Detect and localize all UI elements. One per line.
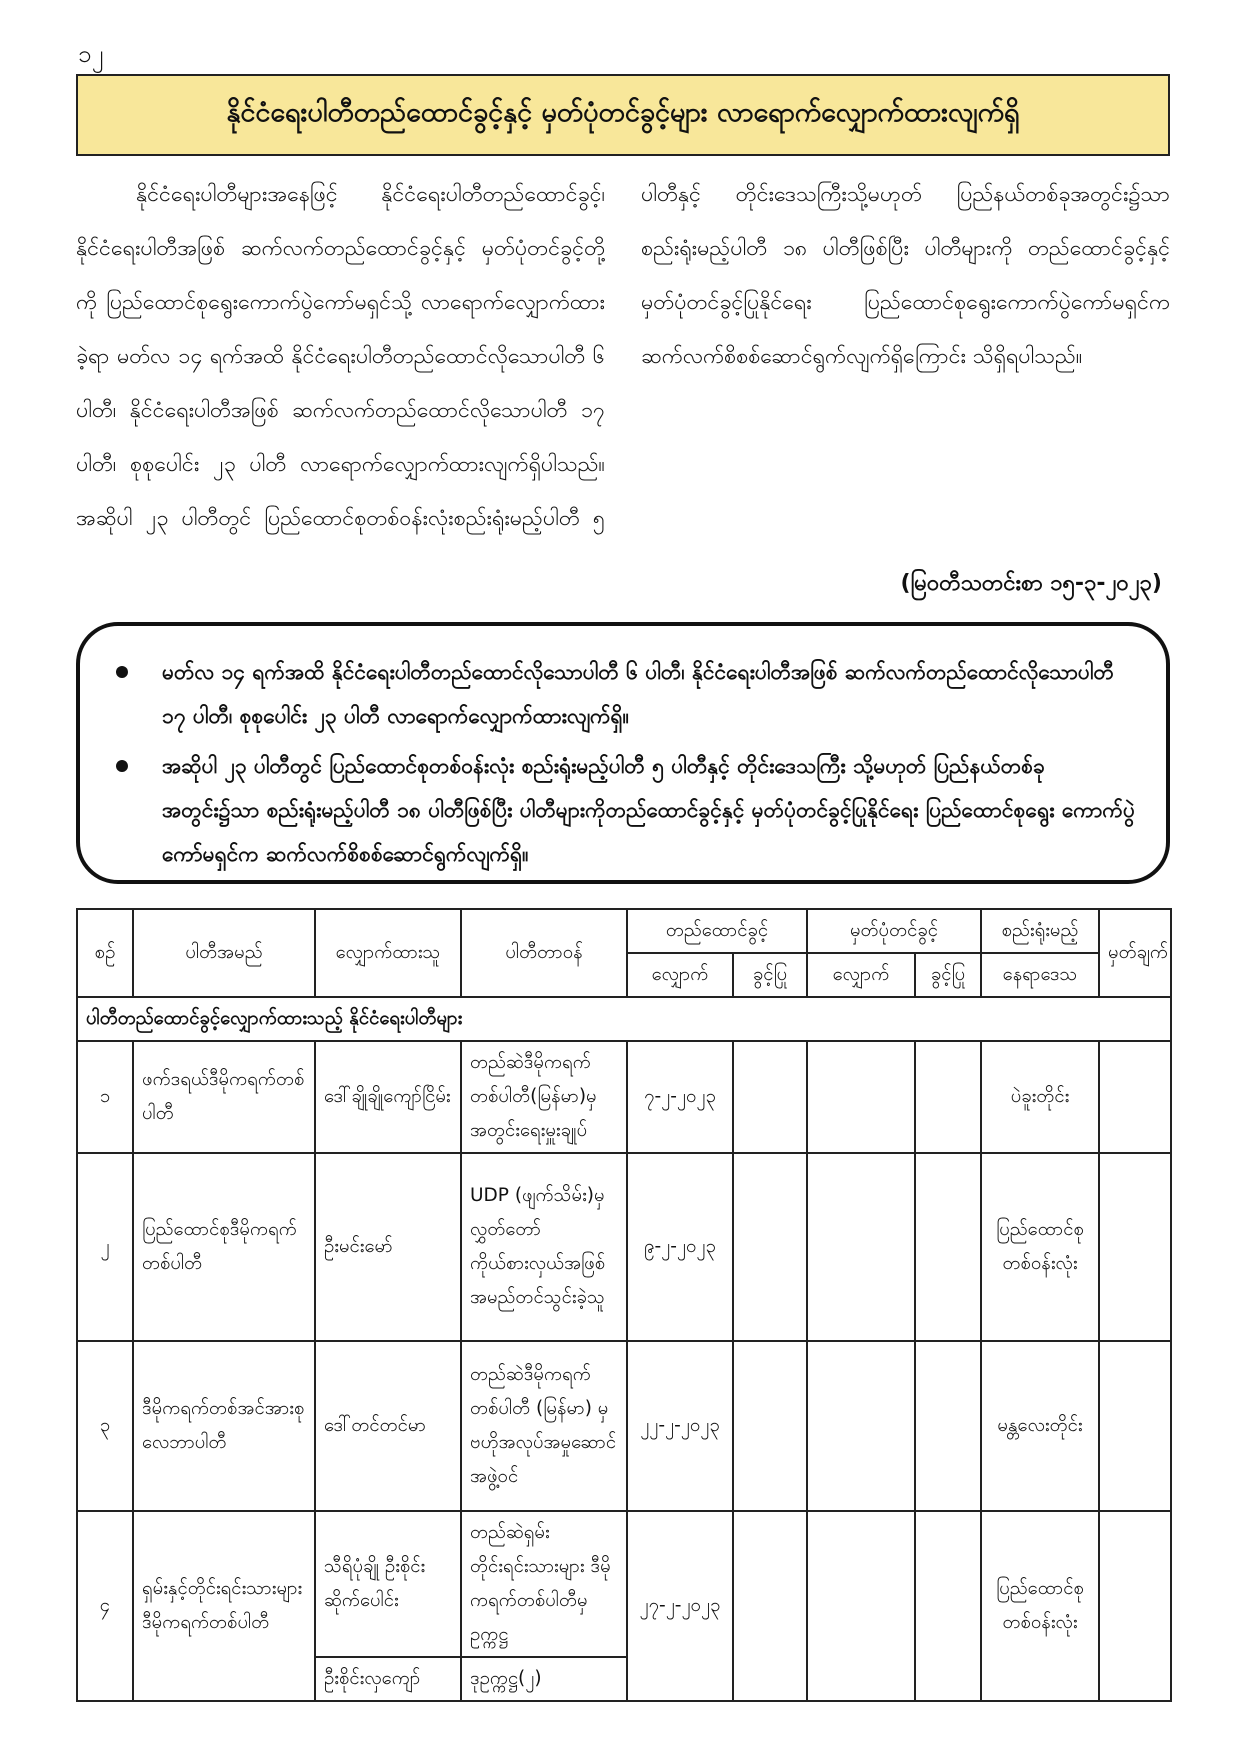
cell-establish-approved: [733, 1511, 807, 1701]
article-body: [76, 168, 1170, 588]
header-establish-approved: ခွင့်ပြု: [733, 953, 807, 997]
cell-remark: [1099, 1041, 1171, 1153]
cell-party-name: ရှမ်းနှင့်တိုင်းရင်းသားများ ဒီမိုကရက်တစ်ပါတီ: [133, 1511, 315, 1701]
header-register-applied: လျှောက်: [807, 953, 915, 997]
article-paragraph: နိုင်ငံရေးပါတီများအနေဖြင့် နိုင်ငံရေးပါတီတည်ထောင်ခွင့်၊ နိုင်ငံရေးပါတီအဖြစ် ဆက်လက်တည်ထောင်ခွင့်နှင့် မှတ်ပုံတင်ခွင့်တို့ကို ပြည်ထောင်စုရွေးကောက်ပွဲကော်မရှင်သို့ လာရောက်လျှောက်ထားခဲ့ရာ မတ်လ ၁၄ ရက်အထိ နိုင်ငံရေးပါတီတည်ထောင်လိုသောပါတီ ၆ ပါတီ၊ နိုင်ငံရေးပါတီအဖြစ် ဆက်လက်တည်ထောင်လိုသောပါတီ ၁၇ ပါတီ၊ စုစုပေါင်း ၂၃ ပါတီ လာရောက်လျှောက်ထားလျက်ရှိပါသည်။ အဆိုပါ ၂၃ ပါတီတွင် ပြည်ထောင်စုတစ်ဝန်းလုံးစည်းရုံးမည့်ပါတီ ၅ ပါတီနှင့် တိုင်းဒေသကြီးသို့မဟုတ် ပြည်နယ်တစ်ခုအတွင်း၌သာ စည်းရုံးမည့်ပါတီ ၁၈ ပါတီဖြစ်ပြီး ပါတီများကို တည်ထောင်ခွင့်နှင့် မှတ်ပုံတင်ခွင့်ပြုနိုင်ရေး ပြည်ထောင်စုရွေးကောက်ပွဲကော်မရှင်က ဆက်လက်စိစစ်ဆောင်ရွက်လျက်ရှိကြောင်း သိရှိရပါသည်။: [76, 182, 1170, 531]
table-row: [77, 1153, 1171, 1341]
cell-no: ၁: [77, 1041, 133, 1153]
cell-register-applied: [807, 1341, 915, 1511]
header-applicant: လျှောက်ထားသူ: [315, 909, 461, 997]
cell-establish-approved: [733, 1041, 807, 1153]
cell-establish-applied: ၉-၂-၂၀၂၃: [627, 1153, 733, 1341]
cell-area: ပြည်ထောင်စုတစ်ဝန်းလုံး: [981, 1153, 1099, 1341]
cell-applicant: ဦးမင်းမော်: [315, 1153, 461, 1341]
cell-register-approved: [915, 1341, 981, 1511]
cell-establish-applied: ၇-၂-၂၀၂၃: [627, 1041, 733, 1153]
cell-party-chair: UDP (ဖျက်သိမ်း)မှ လွှတ်တော်ကိုယ်စားလှယ်အဖြစ် အမည်တင်သွင်းခဲ့သူ: [461, 1153, 627, 1341]
bullet-icon: [116, 760, 128, 772]
summary-box: [76, 622, 1170, 884]
cell-party-name: ဖက်ဒရယ်ဒီမိုကရက်တစ်ပါတီ: [133, 1041, 315, 1153]
cell-remark: [1099, 1511, 1171, 1701]
cell-establish-applied: ၂၇-၂-၂၀၂၃: [627, 1511, 733, 1701]
summary-item: [110, 744, 1140, 876]
header-party-chair: ပါတီတာဝန်: [461, 909, 627, 997]
cell-no: ၂: [77, 1153, 133, 1341]
cell-establish-approved: [733, 1341, 807, 1511]
header-organize: စည်းရုံးမည့်: [981, 909, 1099, 953]
summary-list: [110, 650, 1140, 876]
section-title: ပါတီတည်ထောင်ခွင့်လျှောက်ထားသည့် နိုင်ငံရေးပါတီများ: [77, 997, 1171, 1041]
cell-register-applied: [807, 1511, 915, 1701]
table-section-row: [77, 997, 1171, 1041]
cell-applicant: သီရိပုံချို ဦးစိုင်းဆိုက်ပေါင်း: [315, 1511, 461, 1657]
header-register-approved: ခွင့်ပြု: [915, 953, 981, 997]
cell-no: ၄: [77, 1511, 133, 1701]
cell-register-approved: [915, 1041, 981, 1153]
header-establish: တည်ထောင်ခွင့်: [627, 909, 807, 953]
cell-applicant-extra: ဦးစိုင်းလှကျော်: [315, 1657, 461, 1701]
cell-remark: [1099, 1153, 1171, 1341]
table-header-row: [77, 909, 1171, 953]
cell-party-chair-extra: ဒုဥက္ကဋ္ဌ(၂): [461, 1657, 627, 1701]
summary-item-text: အဆိုပါ ၂၃ ပါတီတွင် ပြည်ထောင်စုတစ်ဝန်းလုံး စည်းရုံးမည့်ပါတီ ၅ ပါတီနှင့် တိုင်းဒေသကြီး သို့မဟုတ် ပြည်နယ်တစ်ခုအတွင်း၌သာ စည်းရုံးမည့်ပါတီ ၁၈ ပါတီဖြစ်ပြီး ပါတီများကိုတည်ထောင်ခွင့်နှင့် မှတ်ပုံတင်ခွင့်ပြုနိုင်ရေး ပြည်ထောင်စုရွေး ကောက်ပွဲကော်မရှင်က ဆက်လက်စိစစ်ဆောင်ရွက်လျက်ရှိ။: [162, 754, 1135, 866]
header-area: နေရာဒေသ: [981, 953, 1099, 997]
table-row: [77, 1341, 1171, 1511]
cell-establish-approved: [733, 1153, 807, 1341]
cell-register-approved: [915, 1153, 981, 1341]
headline-banner: [76, 74, 1170, 156]
summary-item-text: မတ်လ ၁၄ ရက်အထိ နိုင်ငံရေးပါတီတည်ထောင်လိုသောပါတီ ၆ ပါတီ၊ နိုင်ငံရေးပါတီအဖြစ် ဆက်လက်တည်ထောင်လိုသောပါတီ ၁၇ ပါတီ၊ စုစုပေါင်း ၂၃ ပါတီ လာရောက်လျှောက်ထားလျက်ရှိ။: [162, 660, 1114, 728]
table-row: [77, 1041, 1171, 1153]
summary-item: [110, 650, 1140, 738]
cell-register-applied: [807, 1153, 915, 1341]
header-register: မှတ်ပုံတင်ခွင့်: [807, 909, 981, 953]
cell-area: မန္တလေးတိုင်း: [981, 1341, 1099, 1511]
cell-applicant: ဒေါ်ချိုချိုကျော်ငြိမ်း: [315, 1041, 461, 1153]
cell-party-chair: တည်ဆဲဒီမိုကရက်တစ်ပါတီ(မြန်မာ)မှ အတွင်းရေးမှူးချုပ်: [461, 1041, 627, 1153]
cell-area: ပြည်ထောင်စုတစ်ဝန်းလုံး: [981, 1511, 1099, 1701]
cell-party-name: ဒီမိုကရက်တစ်အင်အားစု လေဘာပါတီ: [133, 1341, 315, 1511]
bullet-icon: [116, 666, 128, 678]
header-establish-applied: လျှောက်: [627, 953, 733, 997]
cell-register-applied: [807, 1041, 915, 1153]
header-no: စဉ်: [77, 909, 133, 997]
cell-party-chair: တည်ဆဲရှမ်းတိုင်းရင်းသားများ ဒီမိုကရက်တစ်ပါတီမှ ဥက္ကဋ္ဌ: [461, 1511, 627, 1657]
cell-register-approved: [915, 1511, 981, 1701]
header-party-name: ပါတီအမည်: [133, 909, 315, 997]
party-table: [76, 908, 1172, 1702]
header-remark: မှတ်ချက်: [1099, 909, 1171, 997]
headline-title: နိုင်ငံရေးပါတီတည်ထောင်ခွင့်နှင့် မှတ်ပုံတင်ခွင့်များ လာရောက်လျှောက်ထားလျက်ရှိ: [226, 97, 1020, 128]
article-source: (မြဝတီသတင်းစာ ၁၅-၃-၂၀၂၃): [900, 571, 1162, 596]
cell-remark: [1099, 1341, 1171, 1511]
cell-no: ၃: [77, 1341, 133, 1511]
cell-applicant: ဒေါ်တင်တင်မာ: [315, 1341, 461, 1511]
cell-party-chair: တည်ဆဲဒီမိုကရက်တစ်ပါတီ (မြန်မာ) မှ ဗဟိုအလုပ်အမှုဆောင်အဖွဲ့ဝင်: [461, 1341, 627, 1511]
cell-area: ပဲခူးတိုင်း: [981, 1041, 1099, 1153]
table-row: [77, 1511, 1171, 1657]
page-number: ၁၂: [78, 40, 104, 68]
cell-establish-applied: ၂၂-၂-၂၀၂၃: [627, 1341, 733, 1511]
cell-party-name: ပြည်ထောင်စုဒီမိုကရက်တစ်ပါတီ: [133, 1153, 315, 1341]
